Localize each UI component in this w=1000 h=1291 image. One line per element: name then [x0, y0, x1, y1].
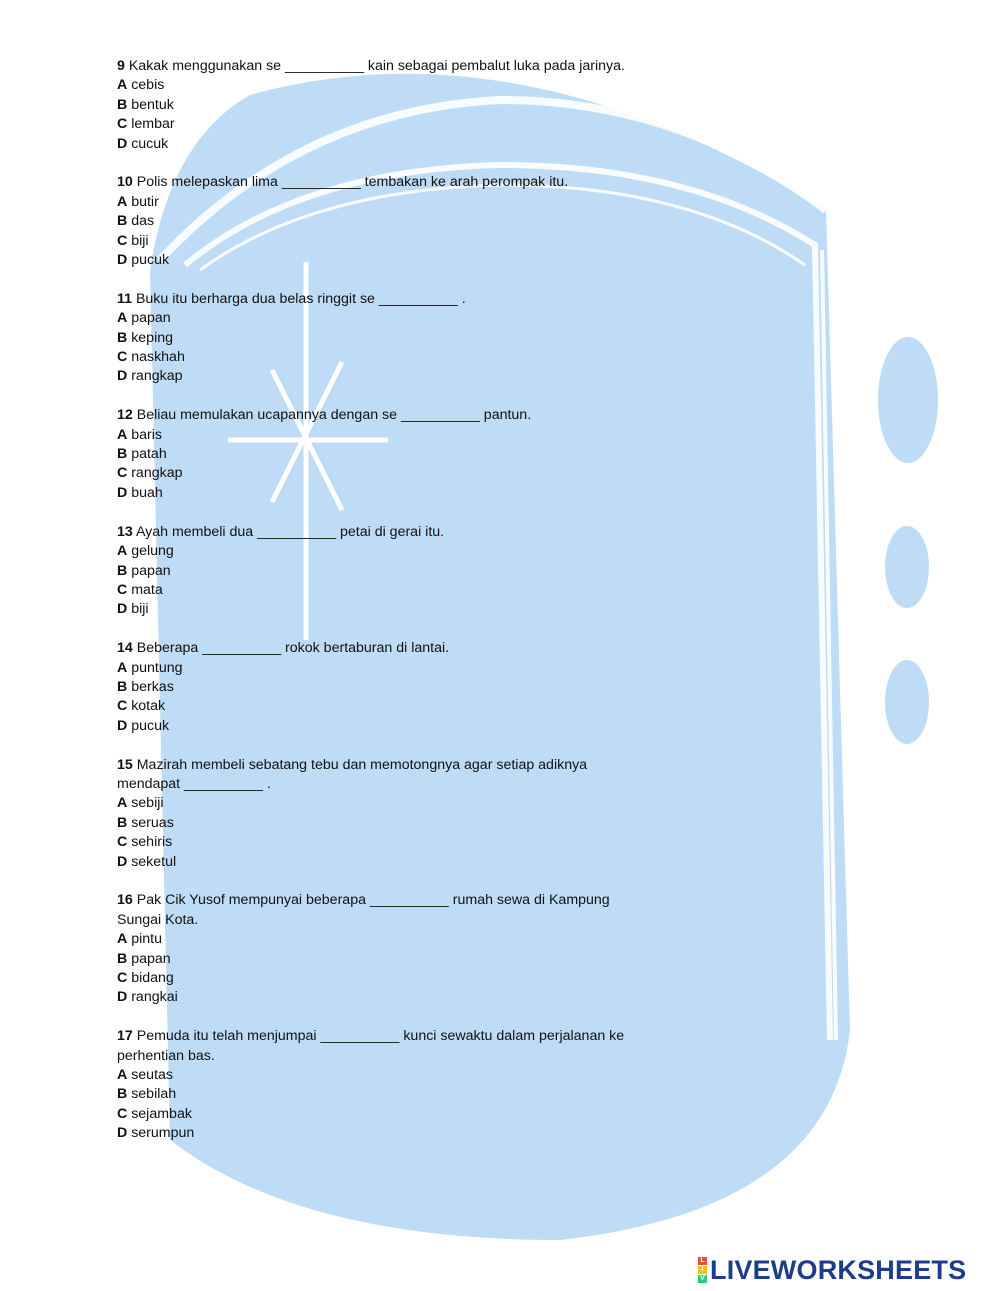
answer-option-b[interactable]: [117, 950, 677, 969]
side-oval-bottom: [885, 660, 929, 744]
question-text: [117, 290, 677, 309]
answer-option-b[interactable]: [117, 445, 677, 464]
option-letter: A: [117, 931, 128, 948]
question-line: Polis melepaskan lima __________ tembakan ke arah perompak itu.: [136, 174, 569, 191]
question-line: Mazirah membeli sebatang tebu dan memotongnya agar setiap adiknya: [136, 756, 588, 773]
question-line: Ayah membeli dua __________ petai di gerai itu.: [135, 523, 445, 540]
answer-option-d[interactable]: [117, 1124, 677, 1143]
answer-option-b[interactable]: [117, 329, 677, 348]
option-letter: B: [117, 1086, 128, 1103]
answer-option-a[interactable]: [117, 426, 677, 445]
answer-option-c[interactable]: [117, 581, 677, 600]
option-letter: B: [117, 950, 128, 967]
option-text: das: [131, 213, 155, 230]
answer-option-a[interactable]: [117, 193, 677, 212]
question-number: 16: [117, 892, 133, 909]
answer-option-c[interactable]: [117, 464, 677, 483]
question-text: [117, 891, 677, 930]
option-letter: C: [117, 698, 128, 715]
question-line: Beberapa __________ rokok bertaburan di lantai.: [136, 640, 450, 657]
question-number: 12: [117, 407, 133, 424]
answer-option-a[interactable]: [117, 659, 677, 678]
question-12: [117, 406, 677, 503]
option-text: rangkai: [131, 989, 178, 1006]
question-9: [117, 57, 677, 154]
answer-option-c[interactable]: [117, 115, 677, 134]
option-text: bidang: [131, 969, 174, 986]
logo-letter: L: [698, 1257, 707, 1265]
option-letter: A: [117, 426, 128, 443]
brand-name: LIVEWORKSHEETS: [710, 1254, 967, 1285]
answer-option-c[interactable]: [117, 348, 677, 367]
option-letter: D: [117, 368, 128, 385]
question-line: Sungai Kota.: [117, 911, 199, 928]
question-text: [117, 57, 677, 76]
option-text: seruas: [131, 814, 174, 831]
option-text: cebis: [131, 77, 165, 94]
question-text: [117, 406, 677, 425]
question-line: mendapat __________ .: [117, 775, 271, 792]
option-letter: B: [117, 814, 128, 831]
answer-option-b[interactable]: [117, 678, 677, 697]
option-letter: D: [117, 601, 128, 618]
option-letter: A: [117, 1067, 128, 1083]
option-text: puntung: [131, 659, 183, 676]
logo-letter: V: [698, 1275, 707, 1283]
option-text: rangkap: [131, 465, 183, 482]
option-text: bentuk: [131, 96, 174, 113]
option-text: berkas: [131, 678, 174, 695]
answer-option-b[interactable]: [117, 814, 677, 833]
answer-option-c[interactable]: [117, 232, 677, 251]
option-letter: D: [117, 989, 128, 1006]
option-letter: A: [117, 77, 128, 94]
question-line: Buku itu berharga dua belas ringgit se __________ .: [135, 290, 466, 307]
worksheet-content: [117, 57, 677, 1163]
option-text: seutas: [131, 1067, 174, 1083]
question-line: Kakak menggunakan se __________ kain sebagai pembalut luka pada jarinya.: [128, 58, 625, 74]
question-15: [117, 756, 677, 872]
option-text: patah: [131, 446, 167, 463]
option-letter: C: [117, 834, 128, 851]
option-letter: D: [117, 717, 128, 734]
question-number: 11: [117, 290, 132, 307]
question-line: Pemuda itu telah menjumpai __________ kunci sewaktu dalam perjalanan ke: [136, 1028, 625, 1045]
option-text: biji: [131, 601, 149, 618]
option-letter: B: [117, 446, 128, 463]
option-text: sehiris: [131, 834, 173, 851]
question-13: [117, 523, 677, 620]
question-line: Pak Cik Yusof mempunyai beberapa __________ rumah sewa di Kampung: [136, 892, 610, 909]
option-letter: C: [117, 969, 128, 986]
answer-option-c[interactable]: [117, 697, 677, 716]
answer-option-a[interactable]: [117, 542, 677, 561]
option-text: buah: [131, 484, 163, 501]
option-letter: C: [117, 1105, 128, 1122]
side-oval-large: [878, 337, 938, 463]
question-14: [117, 639, 677, 736]
question-16: [117, 891, 677, 1007]
question-10: [117, 173, 677, 270]
answer-option-b[interactable]: [117, 1085, 677, 1104]
question-number: 15: [117, 756, 133, 773]
question-number: 13: [117, 523, 133, 540]
question-number: 14: [117, 640, 133, 657]
question-text: [117, 639, 677, 658]
option-letter: B: [117, 562, 128, 579]
option-letter: D: [117, 484, 128, 501]
option-letter: B: [117, 96, 128, 113]
answer-option-a[interactable]: [117, 309, 677, 328]
option-letter: A: [117, 659, 128, 676]
option-text: biji: [131, 232, 149, 249]
option-letter: D: [117, 1125, 128, 1142]
answer-option-d[interactable]: [117, 135, 677, 154]
answer-option-b[interactable]: [117, 212, 677, 231]
option-letter: B: [117, 678, 128, 695]
option-text: gelung: [131, 543, 174, 560]
option-letter: A: [117, 193, 128, 210]
option-text: pucuk: [131, 717, 170, 734]
answer-option-a[interactable]: [117, 76, 677, 95]
option-text: naskhah: [131, 349, 185, 366]
question-text: [117, 756, 677, 795]
option-text: pucuk: [131, 252, 170, 269]
option-text: serumpun: [131, 1125, 195, 1142]
answer-option-b[interactable]: [117, 96, 677, 115]
option-text: sejambak: [131, 1105, 192, 1122]
option-text: kotak: [131, 698, 166, 715]
option-text: sebilah: [131, 1086, 177, 1103]
question-text: [117, 173, 677, 192]
option-text: baris: [131, 426, 162, 443]
option-text: sebiji: [131, 795, 164, 812]
option-letter: B: [117, 329, 128, 346]
option-letter: C: [117, 581, 128, 598]
answer-option-d[interactable]: [117, 484, 677, 503]
answer-option-a[interactable]: [117, 1066, 677, 1085]
option-letter: D: [117, 135, 128, 152]
option-text: pintu: [131, 931, 162, 948]
answer-option-d[interactable]: [117, 717, 677, 736]
answer-option-a[interactable]: [117, 794, 677, 813]
question-text: [117, 1027, 677, 1066]
liveworksheets-logo-icon: [698, 1257, 707, 1283]
liveworksheets-brand: [698, 1254, 966, 1286]
answer-option-d[interactable]: [117, 600, 677, 619]
answer-option-d[interactable]: [117, 367, 677, 386]
question-number: 10: [117, 174, 133, 191]
answer-option-c[interactable]: [117, 1105, 677, 1124]
option-letter: A: [117, 543, 128, 560]
question-number: 17: [117, 1028, 133, 1045]
question-line: Beliau memulakan ucapannya dengan se __________ pantun.: [136, 407, 532, 424]
answer-option-c[interactable]: [117, 969, 677, 988]
option-text: rangkap: [131, 368, 183, 385]
answer-option-d[interactable]: [117, 853, 677, 872]
answer-option-a[interactable]: [117, 930, 677, 949]
option-letter: A: [117, 310, 128, 327]
question-11: [117, 290, 677, 387]
option-text: keping: [131, 329, 174, 346]
option-text: cucuk: [131, 135, 169, 152]
option-letter: C: [117, 465, 128, 482]
answer-option-c[interactable]: [117, 833, 677, 852]
option-letter: A: [117, 795, 128, 812]
option-letter: D: [117, 252, 128, 269]
option-letter: C: [117, 232, 128, 249]
option-text: papan: [131, 310, 171, 327]
question-number: 9: [117, 58, 125, 74]
option-text: lembar: [131, 116, 175, 133]
option-letter: C: [117, 349, 128, 366]
answer-option-d[interactable]: [117, 988, 677, 1007]
option-text: mata: [131, 581, 163, 598]
logo-letter: I: [698, 1266, 707, 1274]
option-text: seketul: [131, 853, 177, 870]
option-letter: C: [117, 116, 128, 133]
option-text: papan: [131, 562, 171, 579]
question-17: [117, 1027, 677, 1143]
option-letter: B: [117, 213, 128, 230]
side-oval-middle: [885, 526, 929, 608]
option-text: butir: [131, 193, 159, 210]
question-line: perhentian bas.: [117, 1047, 215, 1064]
option-text: papan: [131, 950, 171, 967]
answer-option-b[interactable]: [117, 562, 677, 581]
question-text: [117, 523, 677, 542]
answer-option-d[interactable]: [117, 251, 677, 270]
option-letter: D: [117, 853, 128, 870]
